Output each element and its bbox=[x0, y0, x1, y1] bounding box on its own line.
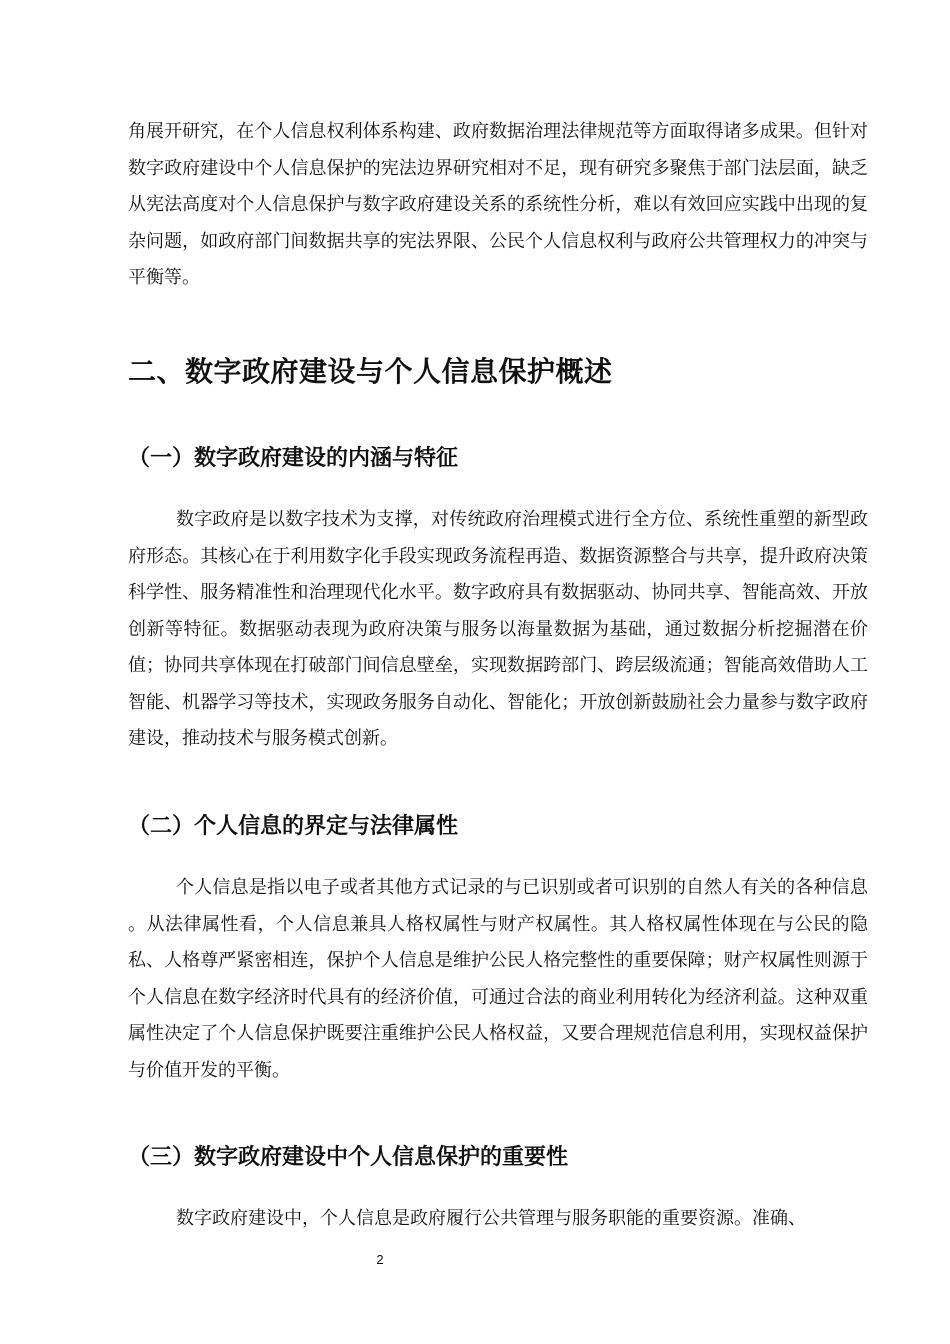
subsection-heading-2: （二）个人信息的界定与法律属性 bbox=[128, 814, 459, 839]
page-number: 2 bbox=[376, 1252, 384, 1267]
subsection-1-paragraph: 数字政府是以数字技术为支撑，对传统政府治理模式进行全方位、系统性重塑的新型政府形态。其核心在于利用数字化手段实现政务流程再造、数据资源整合与共享，提升政府决策科学性、服务精准性和治理现代化水平。数字政府具有数据驱动、协同共享、智能高效、开放创新等特征。数据驱动表现为政府决策与服务以海量数据为基础，通过数据分析挖掘潜在价值；协同共享体现在打破部门间信息壁垒，实现数据跨部门、跨层级流通；智能高效借助人工智能、机器学习等技术，实现政务服务自动化、智能化；开放创新鼓励社会力量参与数字政府建设，推动技术与服务模式创新。 bbox=[128, 509, 868, 749]
subsection-2-paragraph: 个人信息是指以电子或者其他方式记录的与已识别或者可识别的自然人有关的各种信息 。从法律属性看，个人信息兼具人格权属性与财产权属性。其人格权属性体现在与公民的隐私、人格尊严紧密相连，保护个人信息是维护公民人格完整性的重要保障；财产权属性则源于个人信息在数字经济时代具有的经济价值，可通过合法的商业利用转化为经济利益。这种双重属性决定了个人信息保护既要注重维护公民人格权益，又要合理规范信息利用，实现权益保护与价值开发的平衡。 bbox=[128, 877, 868, 1081]
section-heading: 二、数字政府建设与个人信息保护概述 bbox=[128, 355, 613, 388]
continued-paragraph: 角展开研究，在个人信息权利体系构建、政府数据治理法律规范等方面取得诸多成果。但针对数字政府建设中个人信息保护的宪法边界研究相对不足，现有研究多聚焦于部门法层面，缺乏从宪法高度对个人信息保护与数字政府建设关系的系统性分析，难以有效回应实践中出现的复杂问题，如政府部门间数据共享的宪法界限、公民个人信息权利与政府公共管理权力的冲突与平衡等。 bbox=[128, 121, 868, 288]
subsection-heading-1: （一）数字政府建设的内涵与特征 bbox=[128, 446, 459, 471]
subsection-heading-3: （三）数字政府建设中个人信息保护的重要性 bbox=[128, 1145, 569, 1170]
subsection-3-paragraph: 数字政府建设中，个人信息是政府履行公共管理与服务职能的重要资源。准确、 bbox=[176, 1208, 806, 1229]
